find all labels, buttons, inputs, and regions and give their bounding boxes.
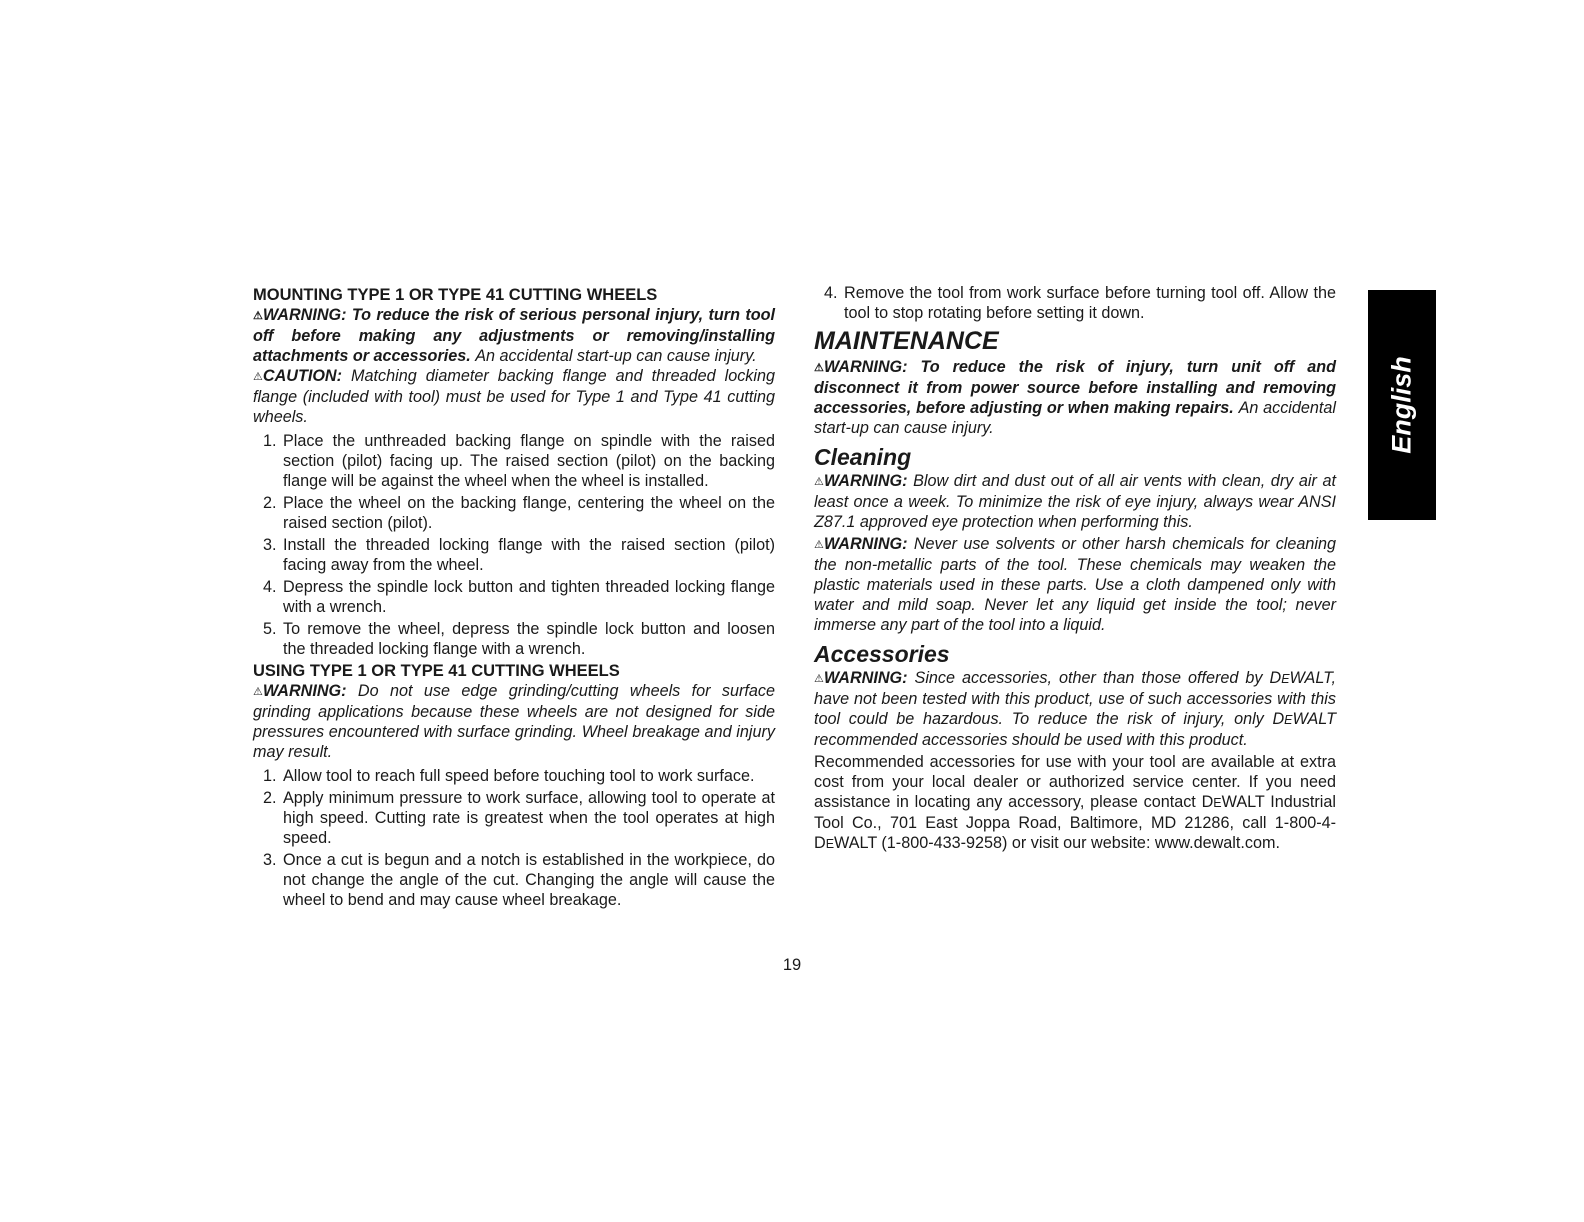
warning-label: WARNING: bbox=[262, 306, 347, 324]
warning-label: WARNING: bbox=[823, 669, 908, 687]
list-item: 4. Depress the spindle lock button and tighten threaded locking flange with a wrench. bbox=[263, 578, 775, 616]
list-item: 5. To remove the wheel, depress the spindle lock button and loosen the threaded locking flange with a wrench. bbox=[263, 620, 775, 658]
caution-label: CAUTION: bbox=[262, 367, 343, 385]
language-tab-label: English bbox=[1386, 356, 1417, 454]
accessories-warning: ⚠WARNING: Since accessories, other than those offered by DEWALT, have not been tested with this product, use of such accessories with this tool could be hazardous. To reduce the risk of injury, only DEWALT recommended accessories should be used with this product. bbox=[814, 669, 1337, 749]
warning-text: Never use solvents or other harsh chemicals for cleaning the non-metallic parts of the tool. These chemicals may weaken the plastic materials used in these parts. Use a cloth dampened only with water and mild soap. Never let any liquid get inside the tool; never immerse any part of the tool into a liquid. bbox=[814, 535, 1336, 634]
warning-icon: ⚠ bbox=[253, 686, 263, 698]
list-item: 4. Remove the tool from work surface before turning tool off. Allow the tool to stop rotating before setting it down. bbox=[824, 284, 1336, 322]
using-steps-continued bbox=[814, 283, 1336, 323]
warning-label: WARNING: bbox=[823, 472, 908, 490]
list-item: 3. Once a cut is begun and a notch is established in the workpiece, do not change the angle of the cut. Changing the angle will cause the wheel to bend and may cause wheel breakage. bbox=[263, 851, 775, 909]
warning-text: An accidental start-up can cause injury. bbox=[475, 347, 757, 365]
accessories-paragraph: Recommended accessories for use with your tool are available at extra cost from your local dealer or authorized service center. If you need assistance in locating any accessory, please contact DEWALT Industrial Tool Co., 701 East Joppa Road, Baltimore, MD 21286, call 1-800-4-DEWALT (1-800-433-9258) or visit our website: www.dewalt.com. bbox=[814, 753, 1336, 852]
warning-icon: ⚠ bbox=[253, 371, 263, 383]
page-number: 19 bbox=[782, 956, 802, 974]
warning-label: WARNING: bbox=[823, 358, 908, 376]
using-steps bbox=[253, 766, 775, 910]
mounting-caution bbox=[253, 366, 775, 427]
warning-icon: ⚠ bbox=[814, 539, 824, 551]
list-item: 1. Place the unthreaded backing flange on spindle with the raised section (pilot) facing up. The raised section (pilot) on the backing flange will be against the wheel when the wheel is installed. bbox=[263, 432, 775, 490]
using-warning bbox=[253, 681, 775, 762]
maintenance-warning bbox=[814, 357, 1336, 438]
warning-text: Do not use edge grinding/cutting wheels for surface grinding applications because these wheels are not designed for side pressures encountered with surface grinding. Wheel breakage and injury may result. bbox=[253, 682, 776, 761]
warning-icon: ⚠ bbox=[814, 476, 824, 488]
right-column bbox=[814, 283, 1336, 854]
warning-text: Blow dirt and dust out of all air vents with clean, dry air at least once a week. To minimize the risk of eye injury, always wear ANSI Z87.1 approved eye protection when performing this. bbox=[814, 472, 1336, 531]
warning-bold-text: To reduce the risk of injury, turn unit off and disconnect it from power source before installing and removing accessories, before adjusting or when making repairs. bbox=[814, 358, 1336, 417]
warning-icon: ⚠ bbox=[253, 310, 263, 322]
warning-bold-text: To reduce the risk of serious personal injury, turn tool off before making any adjustments or removing/installing attachments or accessories. bbox=[253, 306, 775, 365]
accessories-heading: Accessories bbox=[814, 641, 950, 667]
list-item: 2. Apply minimum pressure to work surface, allowing tool to operate at high speed. Cutting rate is greatest when the tool operates at high speed. bbox=[263, 789, 775, 847]
cleaning-warning-2 bbox=[814, 534, 1336, 635]
list-item: 2. Place the wheel on the backing flange, centering the wheel on the raised section (pilot). bbox=[263, 494, 775, 532]
caution-text: Matching diameter backing flange and threaded locking flange (included with tool) must be used for Type 1 and Type 41 cutting wheels. bbox=[253, 367, 775, 426]
cleaning-heading: Cleaning bbox=[814, 444, 912, 470]
using-heading: USING TYPE 1 OR TYPE 41 CUTTING WHEELS bbox=[253, 662, 620, 680]
warning-icon: ⚠ bbox=[814, 362, 824, 374]
mounting-heading: MOUNTING TYPE 1 OR TYPE 41 CUTTING WHEELS bbox=[253, 286, 658, 304]
warning-icon: ⚠ bbox=[814, 673, 824, 685]
language-tab bbox=[1368, 290, 1436, 520]
cleaning-warning-1 bbox=[814, 471, 1336, 532]
list-item: 1. Allow tool to reach full speed before touching tool to work surface. bbox=[263, 767, 755, 785]
mounting-warning bbox=[253, 305, 775, 366]
maintenance-heading: MAINTENANCE bbox=[814, 327, 999, 355]
warning-text: An accidental start-up can cause injury. bbox=[814, 399, 1336, 437]
warning-label: WARNING: bbox=[823, 535, 908, 553]
warning-label: WARNING: bbox=[262, 682, 347, 700]
mounting-steps bbox=[253, 431, 775, 659]
left-column bbox=[253, 283, 775, 912]
list-item: 3. Install the threaded locking flange with the raised section (pilot) facing away from the wheel. bbox=[263, 536, 775, 574]
